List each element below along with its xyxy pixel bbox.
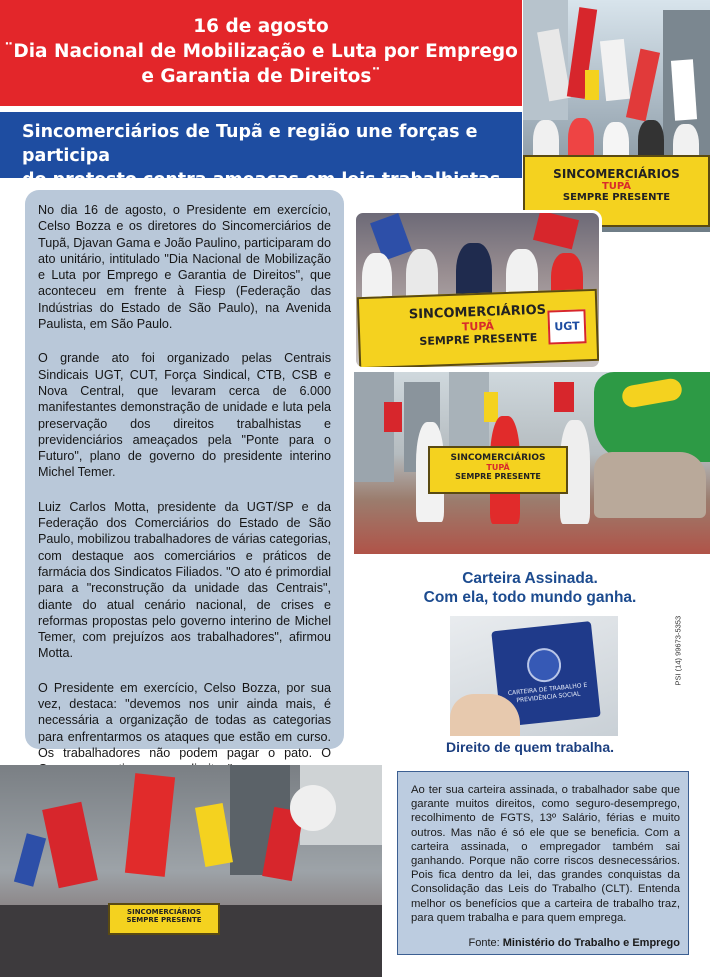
title-line-2: e Garantia de Direitos¨: [141, 66, 381, 87]
psi-credit: [668, 615, 688, 690]
article-paragraph-2: O grande ato foi organizado pelas Centrais Sindicais UGT, CUT, Força Sindical, CTB, CSB e Nova Central, que levaram cerca de 6.000 manifestantes demonstração de unidade e luta pela preservação dos direitos trabalhistas e previdenciários ameaçados pela "Ponte para o Futuro", plano de governo do presidente interino Michel Temer.: [38, 351, 331, 480]
subtitle-line-1: Sincomerciários de Tupã e região une forças e participa: [22, 122, 478, 166]
psi-credit-text: PSI (14) 99673-5353: [673, 615, 683, 686]
hand-shape: [450, 694, 520, 736]
banner-line-2: TUPÃ: [486, 463, 510, 472]
source-label: Fonte:: [468, 937, 500, 950]
title-date: 16 de agosto: [193, 16, 329, 37]
source-name: Ministério do Trabalho e Emprego: [502, 937, 680, 950]
page-title: [0, 14, 522, 89]
banner-line-1: SINCOMERCIÁRIOS: [127, 908, 201, 916]
car-shape: [594, 452, 706, 518]
banner-line-3: SEMPRE PRESENTE: [562, 192, 671, 203]
ugt-logo: UGT: [547, 309, 586, 344]
flag-shape: [626, 49, 660, 122]
carteira-headline-2: Com ela, todo mundo ganha.: [423, 589, 637, 606]
info-box: [397, 771, 689, 955]
flag-shape: [671, 59, 697, 120]
banner-line-3: SEMPRE PRESENTE: [126, 916, 202, 924]
brazil-seal-icon: [525, 646, 562, 683]
sindicato-banner: [108, 903, 220, 935]
flag-shape: [125, 773, 175, 877]
sindicato-banner: [428, 446, 568, 494]
balloon-shape: [290, 785, 336, 831]
page-subtitle: [22, 120, 512, 192]
banner-line-3: SEMPRE PRESENTE: [419, 330, 538, 349]
banner-line-1: SINCOMERCIÁRIOS: [450, 453, 546, 463]
carteira-photo: [450, 616, 618, 736]
article-paragraph-4: O Presidente em exercício, Celso Bozza, por sua vez, destaca: "devemos nos unir ainda mais, é necessária a organização de todas as categorias para enfrentarmos os ataques que estão em curso. Os trabalhadores não podem pagar o pato. O: [38, 680, 331, 760]
photo-building: [449, 372, 489, 452]
protest-photo-crowd: [0, 765, 382, 977]
flag-shape: [554, 382, 574, 412]
carteira-headline: [382, 569, 678, 607]
info-source: [411, 937, 680, 949]
protest-photo-banner: [353, 210, 602, 370]
flag-shape: [585, 70, 599, 100]
article-panel: [25, 190, 344, 760]
work-card-text: CARTEIRA DE TRABALHO E PREVIDÊNCIA SOCIAL: [507, 681, 588, 705]
banner-line-3: SEMPRE PRESENTE: [455, 472, 541, 481]
banner-line-1: SINCOMERCIÁRIOS: [408, 302, 547, 323]
title-line-1: ¨Dia Nacional de Mobilização e Luta por Emprego: [4, 41, 518, 62]
flag-shape: [600, 39, 630, 101]
banner-line-2: TUPÃ: [461, 319, 495, 334]
flag-shape: [384, 402, 402, 432]
protest-photo-street: [354, 372, 710, 554]
article-paragraph-3: Luiz Carlos Motta, presidente da UGT/SP e da Federação dos Comerciários do Estado de São Paulo, mobilizou trabalhadores de várias categorias, com destaque aos comerciários e práticos de farmácia dos Sindicatos Filiados. "O ato é primordial para a "reconstrução da unidade das Centrais", diante do atual cenário nacional, de crises e reformas propostas pelo governo interino de Michel Temer, com prejuízos aos trabalhadores", afirmou Motta.: [38, 499, 331, 661]
carteira-headline-1: Carteira Assinada.: [462, 570, 598, 587]
flag-shape: [195, 803, 233, 867]
banner-line-1: SINCOMERCIÁRIOS: [553, 167, 680, 181]
subtitle-line-2: do protesto contra ameaças em leis trabalhistas: [22, 170, 501, 190]
info-text: Ao ter sua carteira assinada, o trabalhador sabe que garante muitos direitos, como seguro-desemprego, recolhimento de FGTS, 13º Salário, férias e muito outros. Mas não é só ele que se beneficia. Com a carteira assinada, o empregador também sai ganhando. Porque não corre riscos desnecessários. Pois fica dentro da lei, das grandes conquistas da Consolidação das Leis do Trabalho (CLT). Entenda melhor os benefícios que a carteira de trabalho traz, para quem trabalha e para quem emprega.: [411, 784, 680, 924]
flag-shape: [533, 211, 579, 250]
sindicato-banner: [357, 289, 599, 369]
protest-photo-flags: [523, 0, 710, 232]
banner-line-2: TUPÃ: [601, 181, 632, 192]
carteira-caption: Direito de quem trabalha.: [445, 739, 615, 755]
flag-shape: [14, 833, 46, 886]
flag-shape: [484, 392, 498, 422]
article-paragraph-1: No dia 16 de agosto, o Presidente em exercício, Celso Bozza e os diretores do Sincomerciários de Tupã, Djavan Gama e João Paulino, participaram do ato unitário, intitulado "Dia Nacional de Mobilização e Luta por Emprego e Garantia de Direitos", que aconteceu em frente à Fiesp (Federação das Indústrias do Estado de São Paulo), na Avenida Paulista, em São Paulo.: [38, 203, 331, 332]
flag-shape: [42, 802, 98, 889]
